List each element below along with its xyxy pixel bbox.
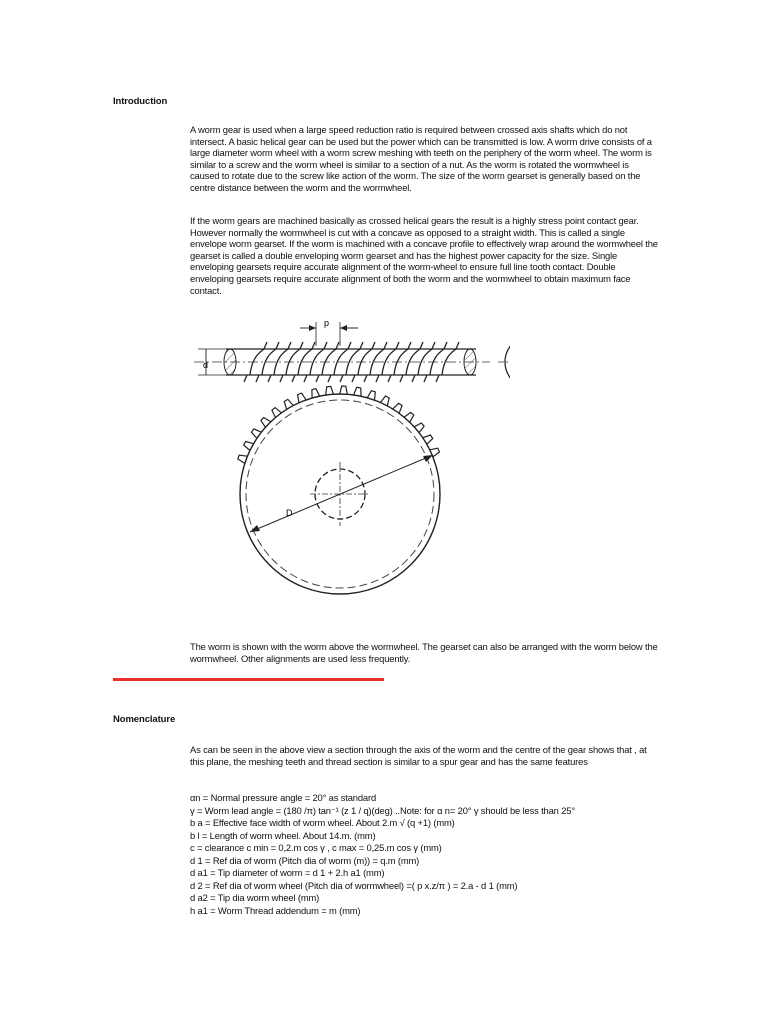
wheel-tooth	[340, 386, 348, 394]
intro-paragraph-2: If the worm gears are machined basically as crossed helical gears the result is a highly stress point contact gear. However normally the wormwheel is cut with a concave as opposed to a straight width. This is called a single envelope worm gearset. If the worm is machined with a concave profile to effectively wrap around the wormwheel the gearset is called a double enveloping worm gearset and has the highest power capacity for the size. Single enveloping gearsets require accurate alignment of the worm-wheel to ensure full line tooth contact. Double enveloping gearsets require accurate alignment of both the worm and the wormwheel to obtain maximum face contact.	[190, 215, 658, 296]
introduction-heading: Introduction	[113, 96, 168, 107]
nomenclature-item: b a = Effective face width of worm wheel. About 2.m √ (q +1) (mm)	[190, 817, 455, 828]
nomenclature-list	[190, 792, 660, 917]
worm-gear-diagram	[190, 312, 510, 612]
nomenclature-item: d a1 = Tip diameter of worm = d 1 + 2.h a1 (mm)	[190, 867, 385, 878]
nomenclature-item: γ = Worm lead angle = (180 /π) tan⁻¹ (z 1 / q)(deg) ..Note: for α n= 20° γ should be less than 25°	[190, 804, 575, 816]
wormwheel-side-section	[498, 317, 510, 597]
wormwheel	[238, 386, 440, 594]
section-divider	[113, 678, 384, 681]
nomenclature-item: αn = Normal pressure angle = 20° as standard	[190, 792, 377, 803]
nomenclature-item: d 2 = Ref dia of worm wheel (Pitch dia of wormwheel) =( p x.z/π ) = 2.a - d 1 (mm)	[190, 879, 518, 891]
label-wheel-diameter: D	[286, 508, 293, 518]
nomenclature-item: c = clearance c min = 0,2.m cos γ , c max = 0,25.m cos γ (mm)	[190, 842, 442, 853]
label-pitch: p	[324, 318, 330, 328]
nomenclature-heading: Nomenclature	[113, 714, 176, 725]
intro-paragraph-3: The worm is shown with the worm above the wormwheel. The gearset can also be arranged with the worm below the wormwheel. Other alignments are used less frequently.	[190, 641, 658, 664]
nomenclature-item: h a1 = Worm Thread addendum = m (mm)	[190, 904, 361, 916]
intro-paragraph-1: A worm gear is used when a large speed reduction ratio is required between crossed axis shafts which do not intersect. A basic helical gear can be used but the power which can be transmitted is low. A worm drive consists of a large diameter worm wheel with a worm screw meshing with teeth on the periphery of the worm wheel. The worm is similar to a screw and the worm wheel is similar to a section of a nut. As the worm is rotated the wormwheel is caused to rotate due to the screw like action of the worm. The size of the worm gearset is generally based on the centre distance between the worm and the wormwheel.	[190, 124, 652, 193]
label-worm-diameter: d	[203, 360, 209, 370]
nomenclature-item: d a2 = Tip dia worm wheel (mm)	[190, 892, 320, 903]
nomenclature-intro: As can be seen in the above view a section through the axis of the worm and the centre of the gear shows that , at this plane, the meshing teeth and thread section is similar to a spur gear and has the same features	[190, 744, 647, 767]
worm-screw	[194, 322, 490, 382]
nomenclature-item: d 1 = Ref dia of worm (Pitch dia of worm (m)) = q.m (mm)	[190, 854, 420, 866]
nomenclature-item: b l = Length of worm wheel. About 14.m. (mm)	[190, 829, 376, 841]
